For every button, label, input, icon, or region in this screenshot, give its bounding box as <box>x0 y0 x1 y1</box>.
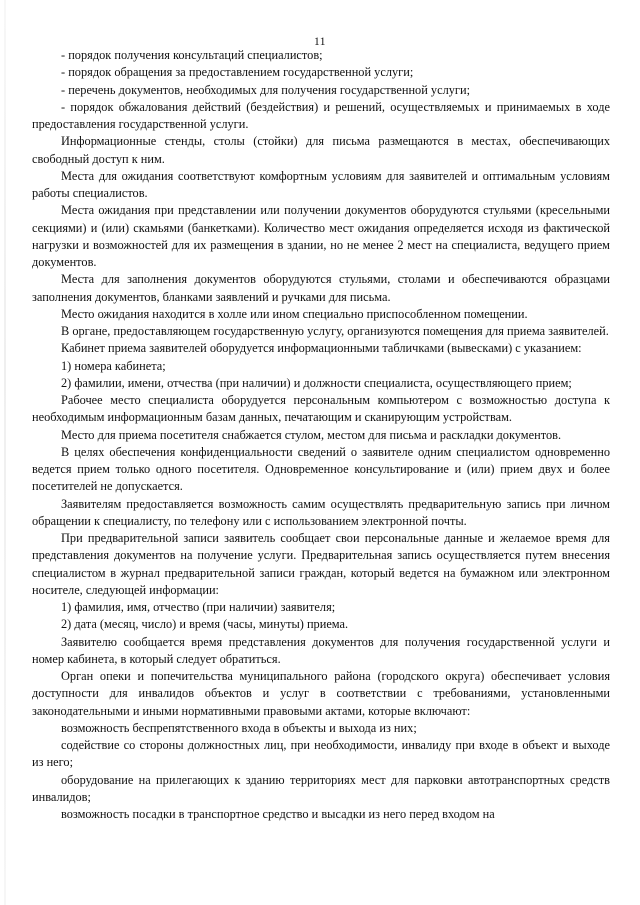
paragraph: - перечень документов, необходимых для получения государственной услуги; <box>61 82 470 97</box>
paragraph: Рабочее место специалиста оборудуется персональным компьютером с возможностью доступа к необходимым информационным базам данных, печатающим и сканирующим устройствам. <box>32 393 610 425</box>
paragraph: - порядок получения консультаций специалистов; <box>61 48 323 62</box>
list-item: содействие со стороны должностных лиц, при необходимости, инвалиду при входе в объект и выходе из него; <box>32 738 610 770</box>
list-item: 1) фамилия, имя, отчество (при наличии) заявителя; <box>61 600 336 614</box>
paragraph: Орган опеки и попечительства муниципального района (городского округа) обеспечивает условия доступности для инвалидов объектов и услуг в соответствии с требованиями, установленными законодательными и иными нормативными правовыми актами, которые включают: <box>32 669 610 718</box>
paragraph: В органе, предоставляющем государственную услугу, организуются помещения для приема заявителей. <box>61 324 609 338</box>
paragraph: Место для приема посетителя снабжается стулом, местом для письма и раскладки документов. <box>61 427 562 442</box>
paragraph: Кабинет приема заявителей оборудуется информационными табличками (вывесками) с указанием: <box>61 341 582 356</box>
paragraph: - порядок обращения за предоставлением государственной услуги; <box>61 65 414 80</box>
paragraph: При предварительной записи заявитель сообщает свои персональные данные и желаемое время для представления документов на получение услуги. Предварительная запись осуществляется путем внесения специалистом в журнал предварительной записи граждан, который ведется на бумажном или электронном носителе, следующей информации: <box>32 531 610 597</box>
paragraph: Место ожидания находится в холле или ином специально приспособленном помещении. <box>61 306 528 321</box>
paragraph: Места для ожидания соответствуют комфортным условиям для заявителей и оптимальным условиям работы специалистов. <box>32 168 610 200</box>
list-item: оборудование на прилегающих к зданию территориях мест для парковки автотранспортных средств инвалидов; <box>32 772 610 804</box>
document-body <box>32 47 610 823</box>
list-item: возможность посадки в транспортное средство и высадки из него перед входом на <box>61 807 495 821</box>
list-item: 2) фамилии, имени, отчества (при наличии) и должности специалиста, осуществляющего прием; <box>61 375 572 390</box>
list-item: 2) дата (месяц, число) и время (часы, минуты) приема. <box>61 617 349 632</box>
page-number: 11 <box>313 36 327 48</box>
list-item: возможность беспрепятственного входа в объекты и выхода из них; <box>61 720 417 735</box>
list-item: 1) номера кабинета; <box>61 358 166 373</box>
paragraph: Заявителю сообщается время представления документов для получения государственной услуги и номер кабинета, в который следует обратиться. <box>32 634 610 666</box>
paragraph: Места для заполнения документов оборудуются стульями, столами и обеспечиваются образцами заполнения документов, бланками заявлений и ручками для письма. <box>32 272 610 304</box>
scan-edge-shadow <box>4 0 6 905</box>
paragraph: Информационные стенды, столы (стойки) для письма размещаются в местах, обеспечивающих свободный доступ к ним. <box>32 134 610 166</box>
paragraph: В целях обеспечения конфиденциальности сведений о заявителе одним специалистом одновременно ведется прием только одного посетителя. Одновременное консультирование и (или) прием двух и более посетителей не допускается. <box>32 444 610 494</box>
paragraph: - порядок обжалования действий (бездействия) и решений, осуществляемых и принимаемых в ходе предоставления государственной услуги. <box>32 99 610 131</box>
paragraph: Заявителям предоставляется возможность самим осуществлять предварительную запись при личном обращении к специалисту, по телефону или с использованием электронной почты. <box>32 496 610 528</box>
paragraph: Места ожидания при представлении или получении документов оборудуются стульями (кресельными секциями) и (или) скамьями (банкетками). Количество мест ожидания определяется исходя из фактической нагрузки и возможностей для их размещения в здании, но не менее 2 мест на специалиста, ведущего прием документов. <box>32 203 610 269</box>
